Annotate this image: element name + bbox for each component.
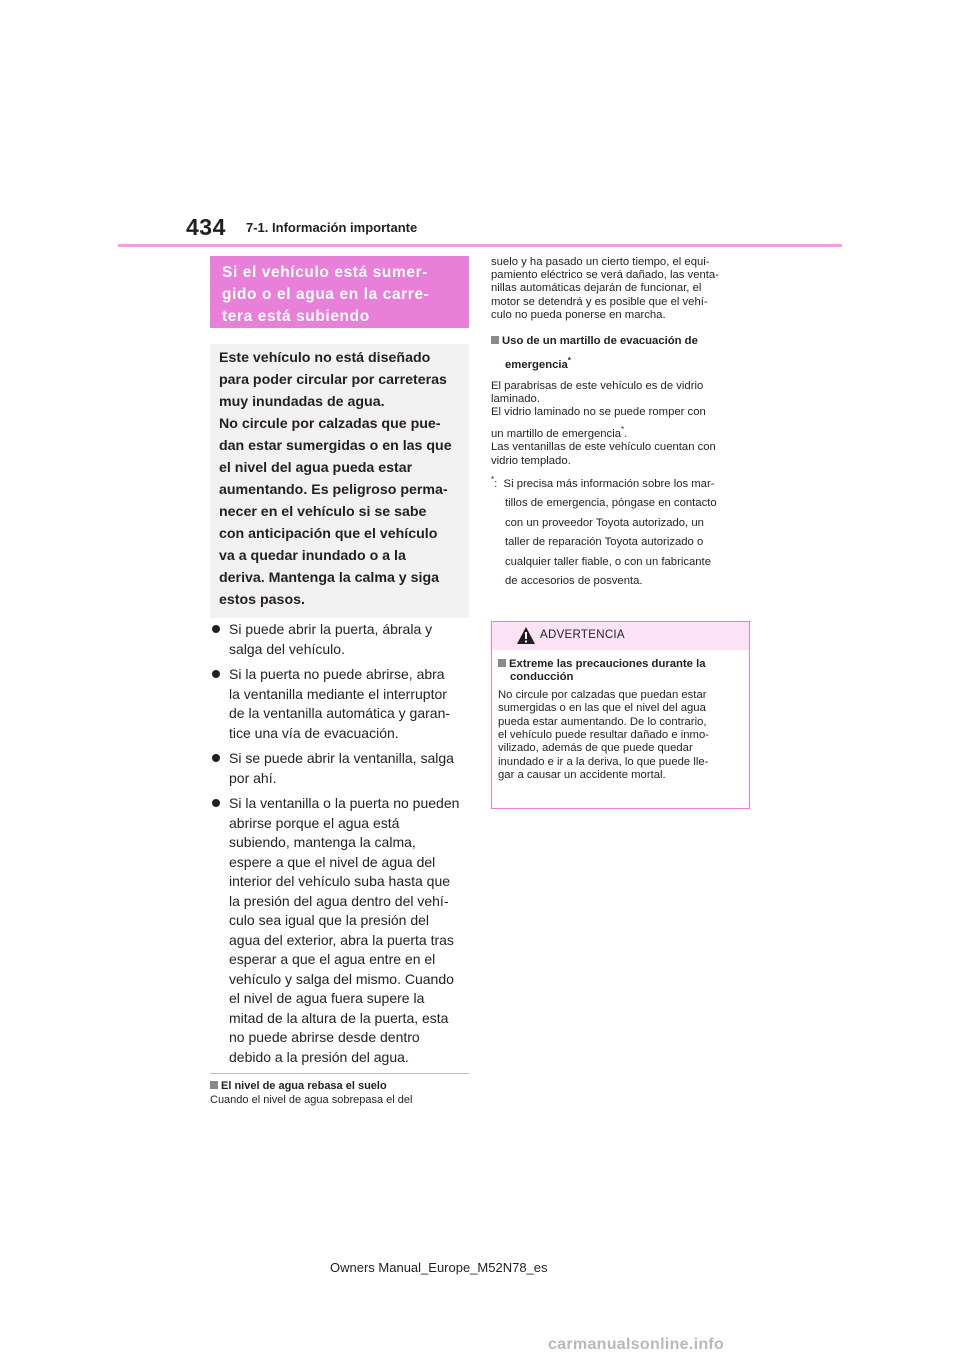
intro-line: dan estar sumergidas o en las que: [219, 438, 452, 454]
footnote-mark: *: [620, 425, 625, 435]
text-line: El parabrisas de este vehículo es de vidrio: [491, 379, 704, 392]
bullet-dot-icon: [212, 625, 220, 633]
bullet-line: agua del exterior, abra la puerta tras: [229, 931, 454, 948]
paragraph: [491, 380, 756, 468]
footnote-line: taller de reparación Toyota autorizado o: [505, 536, 704, 549]
continued-paragraph: [491, 256, 756, 322]
subsection-water-level: [210, 1079, 469, 1107]
text-line: El vidrio laminado no se puede romper con: [491, 406, 706, 419]
footnote-text: Si precisa más información sobre los mar-: [503, 477, 715, 490]
bullet-line: por ahí.: [229, 769, 277, 786]
subsection-heading-text: El nivel de agua rebasa el suelo: [221, 1080, 387, 1092]
heading-line: tera está subiendo: [222, 308, 370, 325]
bullet-line: salga del vehículo.: [229, 640, 345, 657]
right-column: [491, 256, 756, 592]
intro-line: necer en el vehículo si se sabe: [219, 504, 427, 520]
warning-box: [491, 621, 750, 809]
text-line: pueda estar aumentando. De lo contrario,: [498, 715, 707, 728]
text-line: [491, 423, 756, 441]
text-line: gar a causar un accidente mortal.: [498, 769, 666, 782]
bullet-line: el nivel de agua fuera supere la: [229, 990, 425, 1006]
bullet-dot-icon: [212, 670, 220, 678]
warning-body: [492, 650, 749, 783]
footnote-mark: *: [567, 356, 571, 366]
bullet-list: [210, 620, 469, 1073]
intro-line: Este vehículo no está diseñado: [219, 350, 431, 366]
bullet-line: espere a que el nivel de agua del: [229, 853, 436, 870]
text-fragment: .: [624, 428, 628, 441]
text-line: Las ventanillas de este vehículo cuentan con: [491, 441, 716, 454]
bullet-line: culo sea igual que la presión del: [229, 912, 430, 928]
watermark: carmanualsonline.info: [548, 1336, 725, 1353]
bullet-line: esperar a que el agua entre en el: [229, 951, 436, 967]
bullet-dot-icon: [212, 754, 220, 762]
subsection-heading-text: emergencia: [505, 358, 568, 371]
subsection-text: Cuando el nivel de agua sobrepasa el del: [210, 1094, 413, 1106]
list-item: [210, 665, 469, 743]
section-heading: [210, 256, 469, 328]
text-line: culo no pueda ponerse en marcha.: [491, 308, 666, 321]
bullet-line: abrirse porque el agua está: [229, 814, 400, 831]
list-item: [210, 794, 469, 1067]
warning-sub-heading-text: conducción: [510, 671, 574, 684]
intro-paragraph: [219, 413, 460, 611]
intro-line: con anticipación que el vehículo: [219, 526, 438, 542]
text-line: laminado.: [491, 392, 540, 405]
intro-paragraph: [219, 347, 460, 413]
subsection-heading: [491, 332, 756, 375]
footnote-line: con un proveedor Toyota autorizado, un: [505, 516, 704, 529]
list-item: [210, 620, 469, 659]
section-title: 7-1. Información importante: [246, 220, 418, 235]
footnote: [491, 470, 756, 592]
footnote-prefix: :: [494, 477, 498, 490]
bullet-line: Si se puede abrir la ventanilla, salga: [229, 750, 454, 766]
bullet-line: la ventanilla mediante el interruptor: [229, 685, 447, 702]
text-line: suelo y ha pasado un cierto tiempo, el equi-: [491, 256, 710, 268]
warning-sub-heading-text: Extreme las precauciones durante la: [509, 658, 706, 670]
warning-triangle-icon: [516, 626, 536, 646]
bullet-line: vehículo y salga del mismo. Cuando: [229, 970, 454, 987]
footnote-line: [491, 470, 756, 494]
bullet-line: la presión del agua dentro del vehí-: [229, 892, 449, 909]
text-fragment: un martillo de emergencia: [491, 428, 621, 441]
page-number: 434: [186, 214, 226, 240]
bullet-line: de la ventanilla automática y garan-: [229, 705, 451, 721]
bullet-line: interior del vehículo suba hasta que: [229, 873, 451, 889]
divider: [210, 1073, 469, 1074]
text-line: inundado e ir a la deriva, lo que puede lle-: [498, 755, 709, 768]
bullet-dot-icon: [212, 799, 220, 807]
text-line: No circule por calzadas que puedan estar: [498, 688, 707, 701]
heading-line: Si el vehículo está sumer-: [222, 264, 428, 281]
intro-line: deriva. Mantenga la calma y siga: [219, 570, 440, 586]
square-bullet-icon: [491, 336, 499, 344]
subsection-heading-text: Uso de un martillo de evacuación de: [502, 335, 698, 348]
bullet-line: mitad de la altura de la puerta, esta: [229, 1009, 449, 1026]
text-line: vilizado, además de que puede quedar: [498, 742, 693, 755]
intro-box: [210, 344, 469, 618]
square-bullet-icon: [210, 1081, 218, 1089]
footnote-mark: *: [491, 474, 495, 484]
warning-sub-heading: [498, 658, 743, 685]
text-line: pamiento eléctrico se verá dañado, las venta-: [491, 269, 719, 282]
intro-line: va a quedar inundado o a la: [219, 548, 406, 564]
subsection-heading: [210, 1079, 469, 1093]
heading-line: gido o el agua en la carre-: [222, 286, 430, 303]
warning-header: [492, 622, 749, 650]
text-line: sumergidas o en las que el nivel del agua: [498, 702, 706, 715]
bullet-line: Si puede abrir la puerta, ábrala y: [229, 621, 433, 637]
intro-line: para poder circular por carreteras: [219, 372, 447, 388]
square-bullet-icon: [498, 659, 506, 667]
intro-line: el nivel del agua pueda estar: [219, 460, 413, 476]
footnote-line: cualquier taller fiable, o con un fabricante: [505, 555, 711, 568]
footnote-line: de accesorios de posventa.: [505, 575, 643, 588]
text-line: vidrio templado.: [491, 454, 571, 467]
intro-line: No circule por calzadas que pue-: [219, 416, 441, 432]
bullet-line: no puede abrirse desde dentro: [229, 1029, 420, 1045]
text-line: motor se detendrá y es posible que el vehí-: [491, 295, 708, 308]
footer-text: Owners Manual_Europe_M52N78_es: [330, 1260, 548, 1275]
bullet-line: Si la puerta no puede abrirse, abra: [229, 666, 445, 682]
warning-text: [498, 689, 743, 783]
footnote-line: tillos de emergencia, póngase en contacto: [505, 497, 717, 510]
intro-line: estos pasos.: [219, 592, 305, 608]
bullet-line: tice una vía de evacuación.: [229, 724, 399, 741]
list-item: [210, 749, 469, 788]
text-line: nillas automáticas dejarán de funcionar, el: [491, 282, 702, 295]
intro-line: muy inundadas de agua.: [219, 394, 385, 410]
warning-title: ADVERTENCIA: [540, 629, 625, 641]
intro-line: aumentando. Es peligroso perma-: [219, 482, 448, 498]
bullet-line: debido a la presión del agua.: [229, 1048, 409, 1065]
bullet-line: Si la ventanilla o la puerta no pueden: [229, 795, 460, 811]
header-rule: [118, 244, 842, 247]
bullet-line: subiendo, mantenga la calma,: [229, 834, 416, 850]
text-line: el vehículo puede resultar dañado e inmo-: [498, 729, 710, 742]
